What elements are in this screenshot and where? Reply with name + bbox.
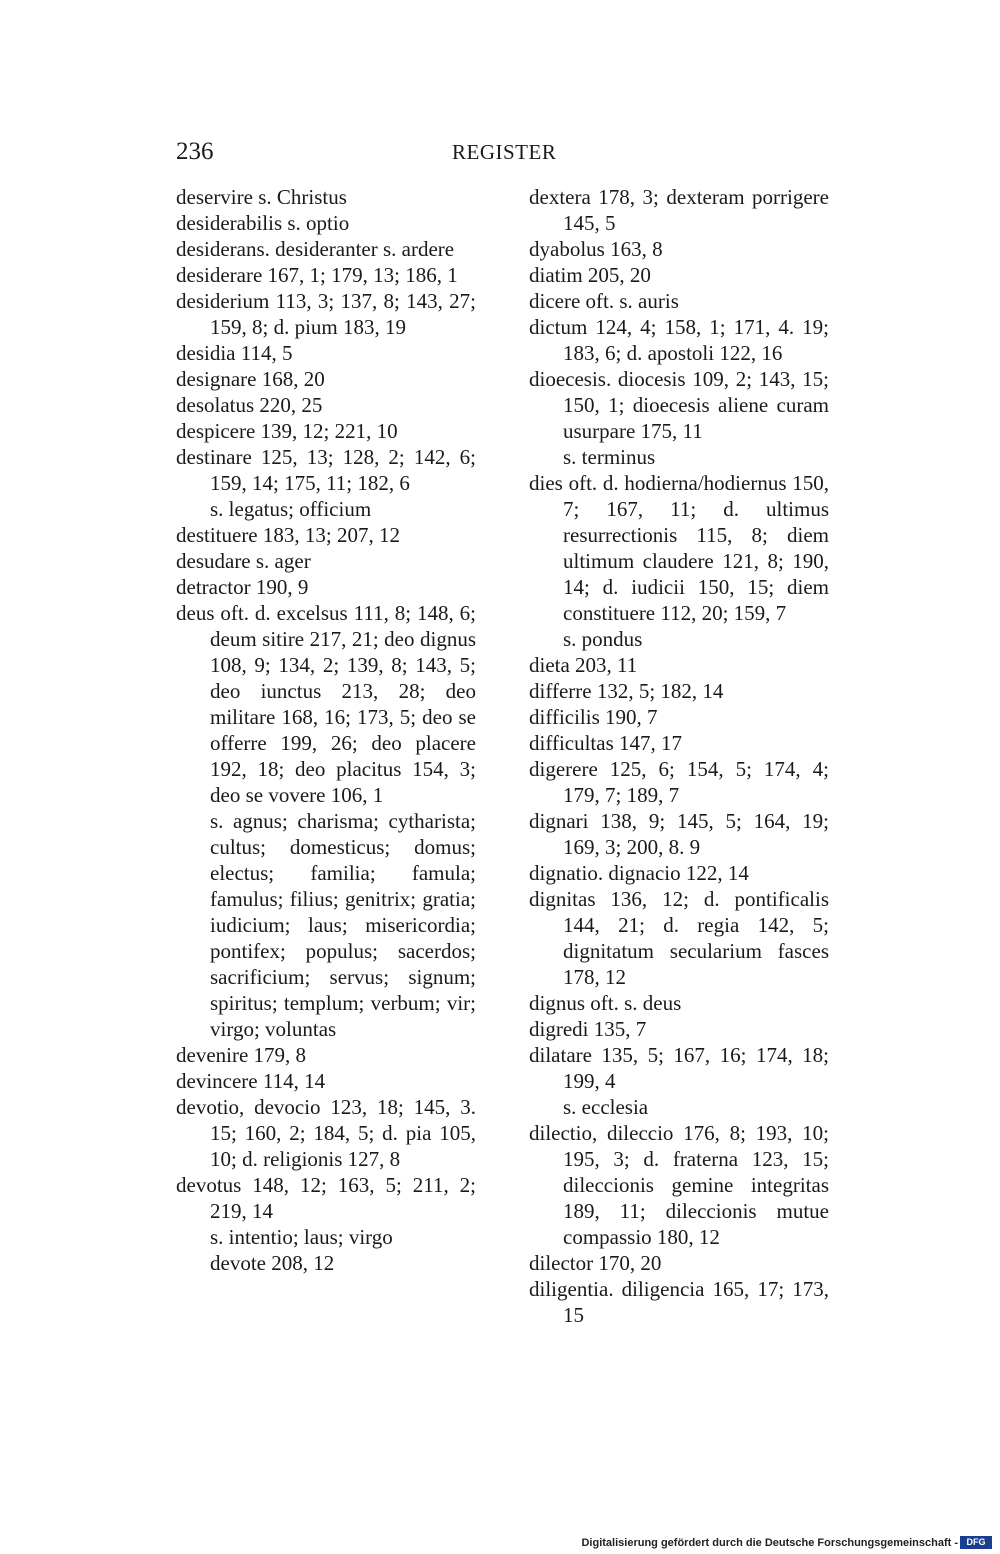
index-entry: dextera 178, 3; dexteram porrigere 145, 5 — [529, 185, 829, 235]
index-entry: dioecesis. diocesis 109, 2; 143, 15; 150, 1; dioecesis aliene curam usurpare 175, 11 — [529, 367, 829, 443]
index-entry: devincere 114, 14 — [176, 1069, 326, 1093]
index-entry: dignatio. dignacio 122, 14 — [529, 861, 749, 885]
index-column-right — [529, 184, 829, 1328]
index-entry: dieta 203, 11 — [529, 653, 638, 677]
index-entry: s. ecclesia — [563, 1095, 649, 1119]
index-entry: devenire 179, 8 — [176, 1043, 307, 1067]
index-entry: devote 208, 12 — [210, 1251, 335, 1275]
index-entry: s. pondus — [563, 627, 643, 651]
index-entry: dictum 124, 4; 158, 1; 171, 4. 19; 183, 6; d. apostoli 122, 16 — [529, 315, 829, 365]
index-entry: desidia 114, 5 — [176, 341, 293, 365]
index-entry: devotus 148, 12; 163, 5; 211, 2; 219, 14 — [176, 1173, 476, 1223]
index-entry: desudare s. ager — [176, 549, 311, 573]
index-entry: desiderans. desideranter s. ardere — [176, 237, 455, 261]
index-entry: detractor 190, 9 — [176, 575, 309, 599]
index-entry: designare 168, 20 — [176, 367, 325, 391]
index-entry: differre 132, 5; 182, 14 — [529, 679, 724, 703]
index-entry: s. intentio; laus; virgo — [210, 1225, 393, 1249]
index-entry: dies oft. d. hodierna/hodiernus 150, 7; 167, 11; d. ultimus resurrectionis 115, 8; diem ultimum claudere 121, 8; 190, 14; d. iudicii 150, 15; diem constituere 112, 20; 159, 7 — [529, 471, 829, 625]
index-entry: dignari 138, 9; 145, 5; 164, 19; 169, 3; 200, 8. 9 — [529, 809, 829, 859]
index-entry: dyabolus 163, 8 — [529, 237, 663, 261]
index-entry: despicere 139, 12; 221, 10 — [176, 419, 398, 443]
index-entry: difficultas 147, 17 — [529, 731, 683, 755]
index-entry: digredi 135, 7 — [529, 1017, 647, 1041]
index-entry: diligentia. diligencia 165, 17; 173, 15 — [529, 1277, 829, 1327]
index-entry: digerere 125, 6; 154, 5; 174, 4; 179, 7; 189, 7 — [529, 757, 829, 807]
index-entry: s. legatus; officium — [210, 497, 372, 521]
index-entry: desiderium 113, 3; 137, 8; 143, 27; 159, 8; d. pium 183, 19 — [176, 289, 476, 339]
index-entry: dilatare 135, 5; 167, 16; 174, 18; 199, 4 — [529, 1043, 829, 1093]
index-entry: difficilis 190, 7 — [529, 705, 658, 729]
index-entry: devotio, devocio 123, 18; 145, 3. 15; 160, 2; 184, 5; d. pia 105, 10; d. religionis 127, 8 — [176, 1095, 476, 1171]
index-entry: dilector 170, 20 — [529, 1251, 662, 1275]
index-entry: s. terminus — [563, 445, 656, 469]
index-entry: destinare 125, 13; 128, 2; 142, 6; 159, 14; 175, 11; 182, 6 — [176, 445, 476, 495]
index-column-left — [176, 184, 476, 1276]
index-entry: desiderabilis s. optio — [176, 211, 350, 235]
digitization-credit: Digitalisierung gefördert durch die Deutsche Forschungsgemeinschaft - — [581, 1537, 958, 1549]
dfg-logo: DFG — [960, 1536, 992, 1549]
index-entry: deservire s. Christus — [176, 185, 347, 209]
index-entry: dignitas 136, 12; d. pontificalis 144, 21; d. regia 142, 5; dignitatum secularium fasces 178, 12 — [529, 887, 829, 989]
index-entry: deus oft. d. excelsus 111, 8; 148, 6; deum sitire 217, 21; deo dignus 108, 9; 134, 2; 139, 8; 143, 5; deo iunctus 213, 28; deo militare 168, 16; 173, 5; deo se offerre 199, 26; deo placere 192, 18; deo placitus 154, 3; deo se vovere 106, 1 — [176, 601, 476, 807]
index-entry: s. agnus; charisma; cytharista; cultus; domesticus; domus; electus; familia; famula; famulus; filius; genitrix; gratia; iudicium; laus; misericordia; pontifex; populus; sacerdos; sacrificium; servus; signum; spiritus; templum; verbum; vir; virgo; voluntas — [210, 809, 476, 1041]
index-entry: desolatus 220, 25 — [176, 393, 323, 417]
index-entry: dicere oft. s. auris — [529, 289, 679, 313]
index-entry: dignus oft. s. deus — [529, 991, 682, 1015]
index-entry: diatim 205, 20 — [529, 263, 651, 287]
index-entry: dilectio, dileccio 176, 8; 193, 10; 195, 3; d. fraterna 123, 15; dileccionis gemine integritas 189, 11; dileccionis mutue compassio 180, 12 — [529, 1121, 829, 1249]
running-head: REGISTER — [452, 140, 557, 164]
index-entry: destituere 183, 13; 207, 12 — [176, 523, 400, 547]
page-number: 236 — [176, 138, 214, 165]
index-entry: desiderare 167, 1; 179, 13; 186, 1 — [176, 263, 458, 287]
